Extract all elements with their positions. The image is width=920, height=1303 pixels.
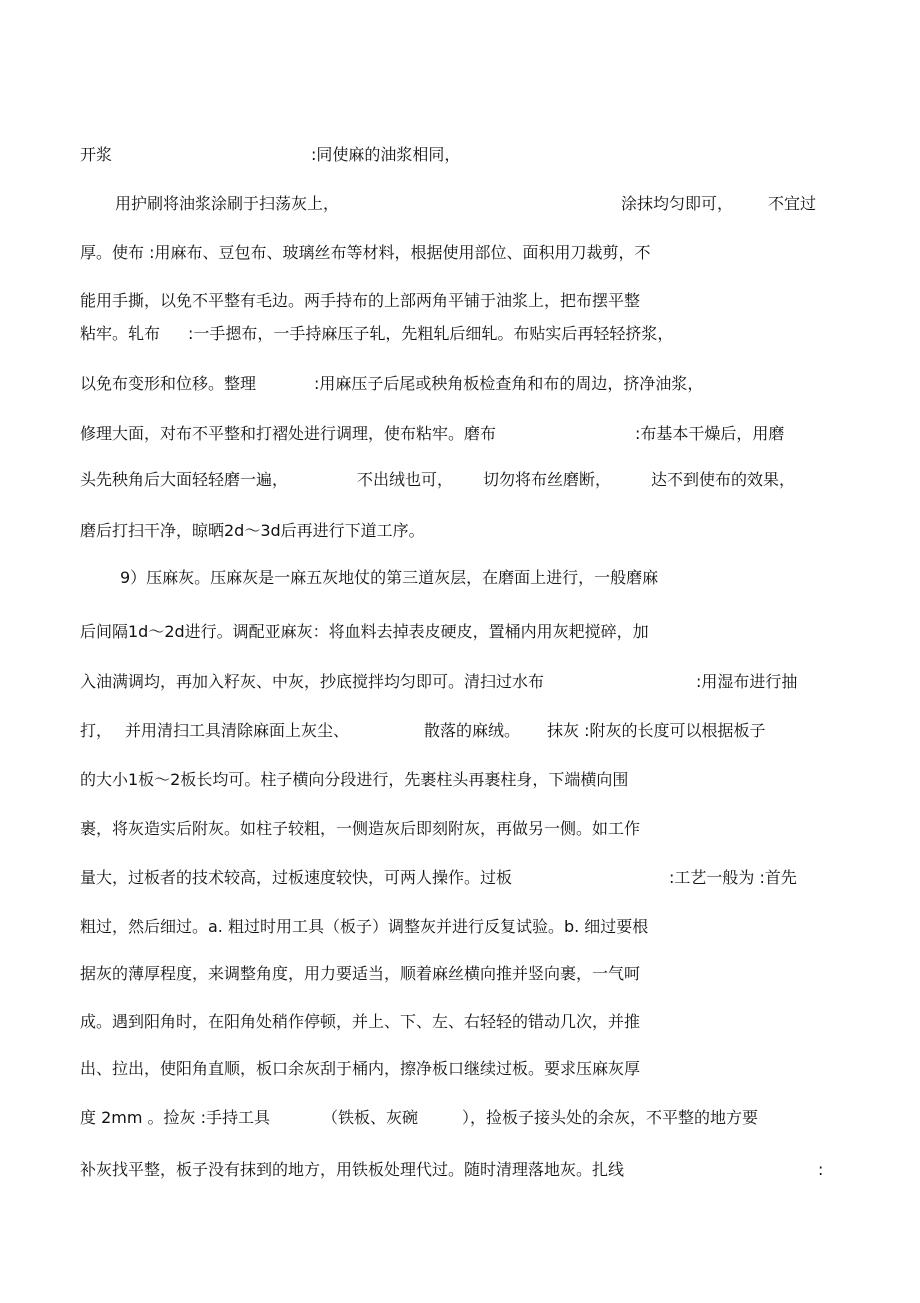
text-line-13 [0, 719, 920, 743]
text-segment: 开浆 [80, 145, 113, 164]
text-segment: 裹，将灰造实后附灰。如柱子较粗，一侧造灰后即刻附灰，再做另一侧。如工作 [80, 819, 641, 838]
text-line-16 [0, 866, 920, 890]
text-line-21 [0, 1106, 920, 1130]
text-segment: 并用清扫工具清除麻面上灰尘、 [125, 721, 350, 740]
text-segment: 打， [80, 721, 113, 740]
text-segment: ），捡板子接头处的余灰，不平整的地方要 [462, 1108, 759, 1127]
text-segment: 不宜过 [768, 194, 817, 213]
text-line-11 [0, 620, 920, 644]
text-segment: 涂抹均匀即可， [621, 194, 734, 213]
text-segment: 散落的麻绒。 [424, 721, 521, 740]
text-segment: （铁板、灰碗 [322, 1108, 419, 1127]
text-line-12 [0, 670, 920, 694]
text-segment: 粗过，然后细过。a. 粗过时用工具（板子）调整灰并进行反复试验。b. 细过要根 [80, 917, 649, 936]
text-line-4 [0, 289, 920, 313]
text-line-10 [0, 566, 920, 590]
text-segment: 后间隔1d～2d进行。调配亚麻灰：将血料去掉表皮硬皮，置桶内用灰耙搅碎，加 [80, 622, 649, 641]
text-segment: 入油满调均，再加入籽灰、中灰，抄底搅拌均匀即可。清扫过水布 [80, 672, 545, 691]
text-segment: 以免布变形和位移。整理 [80, 374, 257, 393]
text-segment: 粘牢。轧布 [80, 324, 166, 343]
text-line-3 [0, 241, 920, 265]
text-segment: 9）压麻灰。压麻灰是一麻五灰地仗的第三道灰层，在磨面上进行，一般磨麻 [120, 568, 659, 587]
text-segment: : [818, 1160, 824, 1179]
text-line-15 [0, 817, 920, 841]
text-line-1 [0, 143, 920, 167]
text-segment: :用湿布进行抽 [696, 672, 798, 691]
text-line-17 [0, 915, 920, 939]
text-segment: :一手摁布，一手持麻压子轧，先粗轧后细轧。布贴实后再轻轻挤浆， [188, 324, 674, 343]
text-segment: 用护刷将油浆涂刷于扫荡灰上， [115, 194, 340, 213]
text-segment: :布基本干燥后，用磨 [635, 424, 785, 443]
text-line-5 [0, 322, 920, 346]
text-segment: 成。遇到阳角时，在阳角处稍作停顿，并上、下、左、右轻轻的错动几次，并推 [80, 1012, 641, 1031]
text-segment: 不出绒也可， [357, 470, 454, 489]
text-segment: 达不到使布的效果， [651, 470, 796, 489]
text-line-22 [0, 1158, 920, 1182]
text-segment: 切勿将布丝磨断， [483, 470, 612, 489]
text-line-6 [0, 372, 920, 396]
text-line-18 [0, 962, 920, 986]
text-segment: :同使麻的油浆相同， [311, 145, 461, 164]
text-segment: 修理大面，对布不平整和打褶处进行调理，使布粘牢。磨布 [80, 424, 497, 443]
text-segment: 的大小1板～2板长均可。柱子横向分段进行，先裹柱头再裹柱身，下端横向围 [80, 770, 629, 789]
text-line-9 [0, 519, 920, 543]
text-line-8 [0, 468, 920, 492]
text-segment: :工艺一般为 :首先 [669, 868, 797, 887]
text-segment: 出、拉出，使阳角直顺，板口余灰刮于桶内，擦净板口继续过板。要求压麻灰厚 [80, 1059, 641, 1078]
text-line-14 [0, 768, 920, 792]
text-segment: 磨后打扫干净，晾晒2d～3d后再进行下道工序。 [80, 521, 425, 540]
text-segment: 补灰找平整，板子没有抹到的地方，用铁板处理代过。随时清理落地灰。扎线 [80, 1160, 625, 1179]
text-segment: 度 2mm 。捡灰 :手持工具 [80, 1108, 271, 1127]
text-segment: 量大，过板者的技术较高，过板速度较快，可两人操作。过板 [80, 868, 513, 887]
text-segment: 据灰的薄厚程度，来调整角度，用力要适当，顺着麻丝横向推并竖向裹，一气呵 [80, 964, 641, 983]
text-line-2 [0, 192, 920, 216]
text-line-7 [0, 422, 920, 446]
text-segment: :用麻压子后尾或秧角板检查角和布的周边，挤净油浆， [314, 374, 704, 393]
text-line-19 [0, 1010, 920, 1034]
text-line-20 [0, 1057, 920, 1081]
text-segment: 能用手撕，以免不平整有毛边。两手持布的上部两角平铺于油浆上，把布摆平整 [80, 291, 641, 310]
text-segment: 头先秧角后大面轻轻磨一遍， [80, 470, 289, 489]
text-segment: 抹灰 :附灰的长度可以根据板子 [547, 721, 766, 740]
text-segment: 厚。使布 :用麻布、豆包布、玻璃丝布等材料，根据使用部位、面积用刀裁剪，不 [80, 243, 651, 262]
